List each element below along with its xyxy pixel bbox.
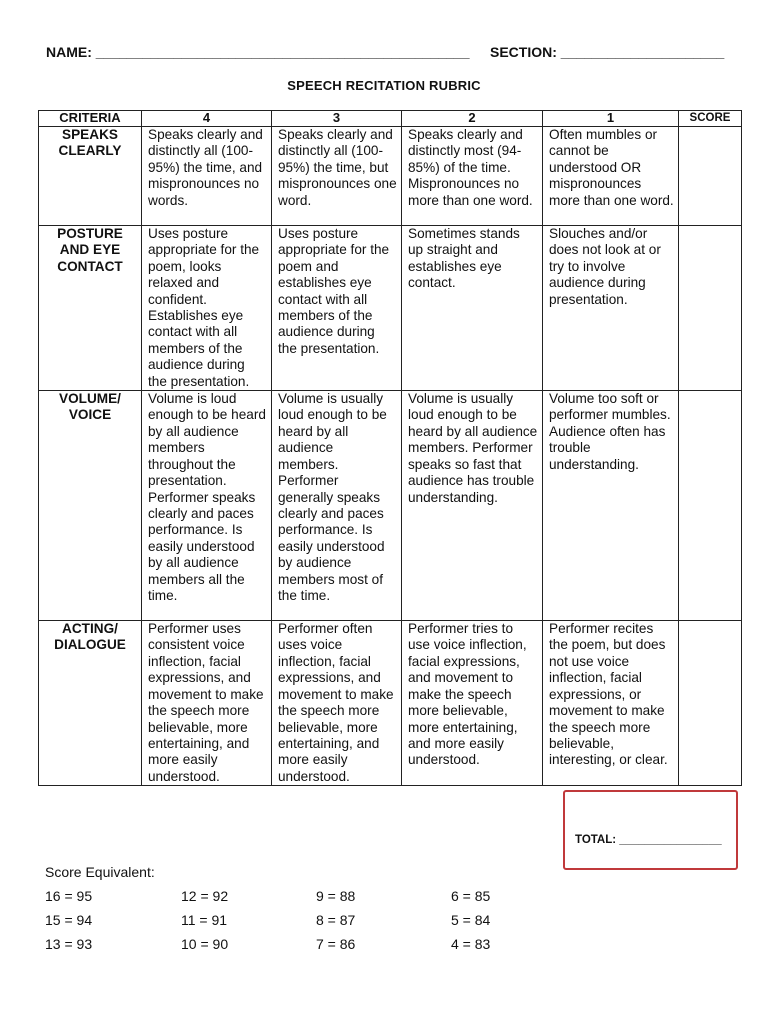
level-1-cell: Slouches and/or does not look at or try to involve audience during presentation. [543, 226, 679, 391]
level-4-cell: Volume is loud enough to be heard by all audience members throughout the presentation. Performer speaks clearly and paces performance. Is easily understood by all audience members all the time. [142, 391, 272, 621]
level-3-cell: Volume is usually loud enough to be heard by all audience members. Performer generally speaks clearly and paces performance. Is easily understood by audience members most of the time. [272, 391, 402, 621]
level-2-cell: Speaks clearly and distinctly most (94-85%) of the time. Mispronounces no more than one word. [402, 127, 543, 226]
criteria-cell: POSTURE AND EYE CONTACT [39, 226, 142, 391]
score-equivalent-entry: 15 = 94 [45, 912, 93, 928]
score-equivalent-entry: 10 = 90 [181, 936, 229, 952]
level-4-cell: Performer uses consistent voice inflection, facial expressions, and movement to make the speech more believable, more entertaining, and more easily understood. [142, 621, 272, 786]
level-4-cell: Uses posture appropriate for the poem, looks relaxed and confident. Establishes eye contact with all members of the audience during the presentation. [142, 226, 272, 391]
table-row [39, 226, 742, 391]
table-row [39, 127, 742, 226]
header-2: 2 [402, 111, 543, 127]
header-row [46, 44, 736, 66]
criteria-cell: VOLUME/ VOICE [39, 391, 142, 621]
total-field[interactable]: TOTAL: ________________ [575, 834, 722, 846]
criteria-cell: ACTING/ DIALOGUE [39, 621, 142, 786]
level-2-cell: Sometimes stands up straight and establishes eye contact. [402, 226, 543, 391]
score-cell[interactable] [679, 621, 742, 786]
section-field[interactable]: SECTION: _____________________ [490, 44, 725, 60]
level-1-cell: Often mumbles or cannot be understood OR mispronounces more than one word. [543, 127, 679, 226]
page-title: SPEECH RECITATION RUBRIC [287, 78, 481, 93]
header-criteria: CRITERIA [39, 111, 142, 127]
score-equivalent-entry: 6 = 85 [451, 888, 491, 904]
level-2-cell: Volume is usually loud enough to be heard by all audience members. Performer speaks so fast that audience has trouble understanding. [402, 391, 543, 621]
total-box[interactable] [563, 790, 738, 870]
score-equivalent-entry: 4 = 83 [451, 936, 491, 952]
score-equivalent-entry: 12 = 92 [181, 888, 229, 904]
level-3-cell: Performer often uses voice inflection, facial expressions, and movement to make the speech more believable, more entertaining, and more easily understood. [272, 621, 402, 786]
score-equivalent-entry: 11 = 91 [181, 912, 228, 928]
rubric-table [38, 110, 742, 786]
header-4: 4 [142, 111, 272, 127]
level-1-cell: Volume too soft or performer mumbles. Audience often has trouble understanding. [543, 391, 679, 621]
table-row [39, 391, 742, 621]
score-equivalent-label: Score Equivalent: [45, 864, 155, 880]
score-cell[interactable] [679, 391, 742, 621]
score-equivalent-entry: 7 = 86 [316, 936, 356, 952]
table-header-row [39, 111, 742, 127]
table-row [39, 621, 742, 786]
name-field[interactable]: NAME: ________________________________________________ [46, 44, 470, 60]
level-4-cell: Speaks clearly and distinctly all (100-95%) the time, and mispronounces no words. [142, 127, 272, 226]
level-2-cell: Performer tries to use voice inflection, facial expressions, and movement to make the speech more believable, more entertaining, and more easily understood. [402, 621, 543, 786]
header-3: 3 [272, 111, 402, 127]
level-3-cell: Speaks clearly and distinctly all (100-95%) the time, but mispronounces one word. [272, 127, 402, 226]
header-score: SCORE [679, 111, 742, 127]
level-3-cell: Uses posture appropriate for the poem and establishes eye contact with all members of the audience during the presentation. [272, 226, 402, 391]
score-equivalent-entry: 8 = 87 [316, 912, 356, 928]
level-1-cell: Performer recites the poem, but does not use voice inflection, facial expressions, or movement to make the speech more believable, interesting, or clear. [543, 621, 679, 786]
score-equivalent-entry: 16 = 95 [45, 888, 93, 904]
criteria-cell: SPEAKS CLEARLY [39, 127, 142, 226]
score-equivalent-entry: 5 = 84 [451, 912, 491, 928]
score-equivalent-entry: 9 = 88 [316, 888, 356, 904]
score-equivalent-entry: 13 = 93 [45, 936, 93, 952]
score-cell[interactable] [679, 127, 742, 226]
header-1: 1 [543, 111, 679, 127]
score-cell[interactable] [679, 226, 742, 391]
